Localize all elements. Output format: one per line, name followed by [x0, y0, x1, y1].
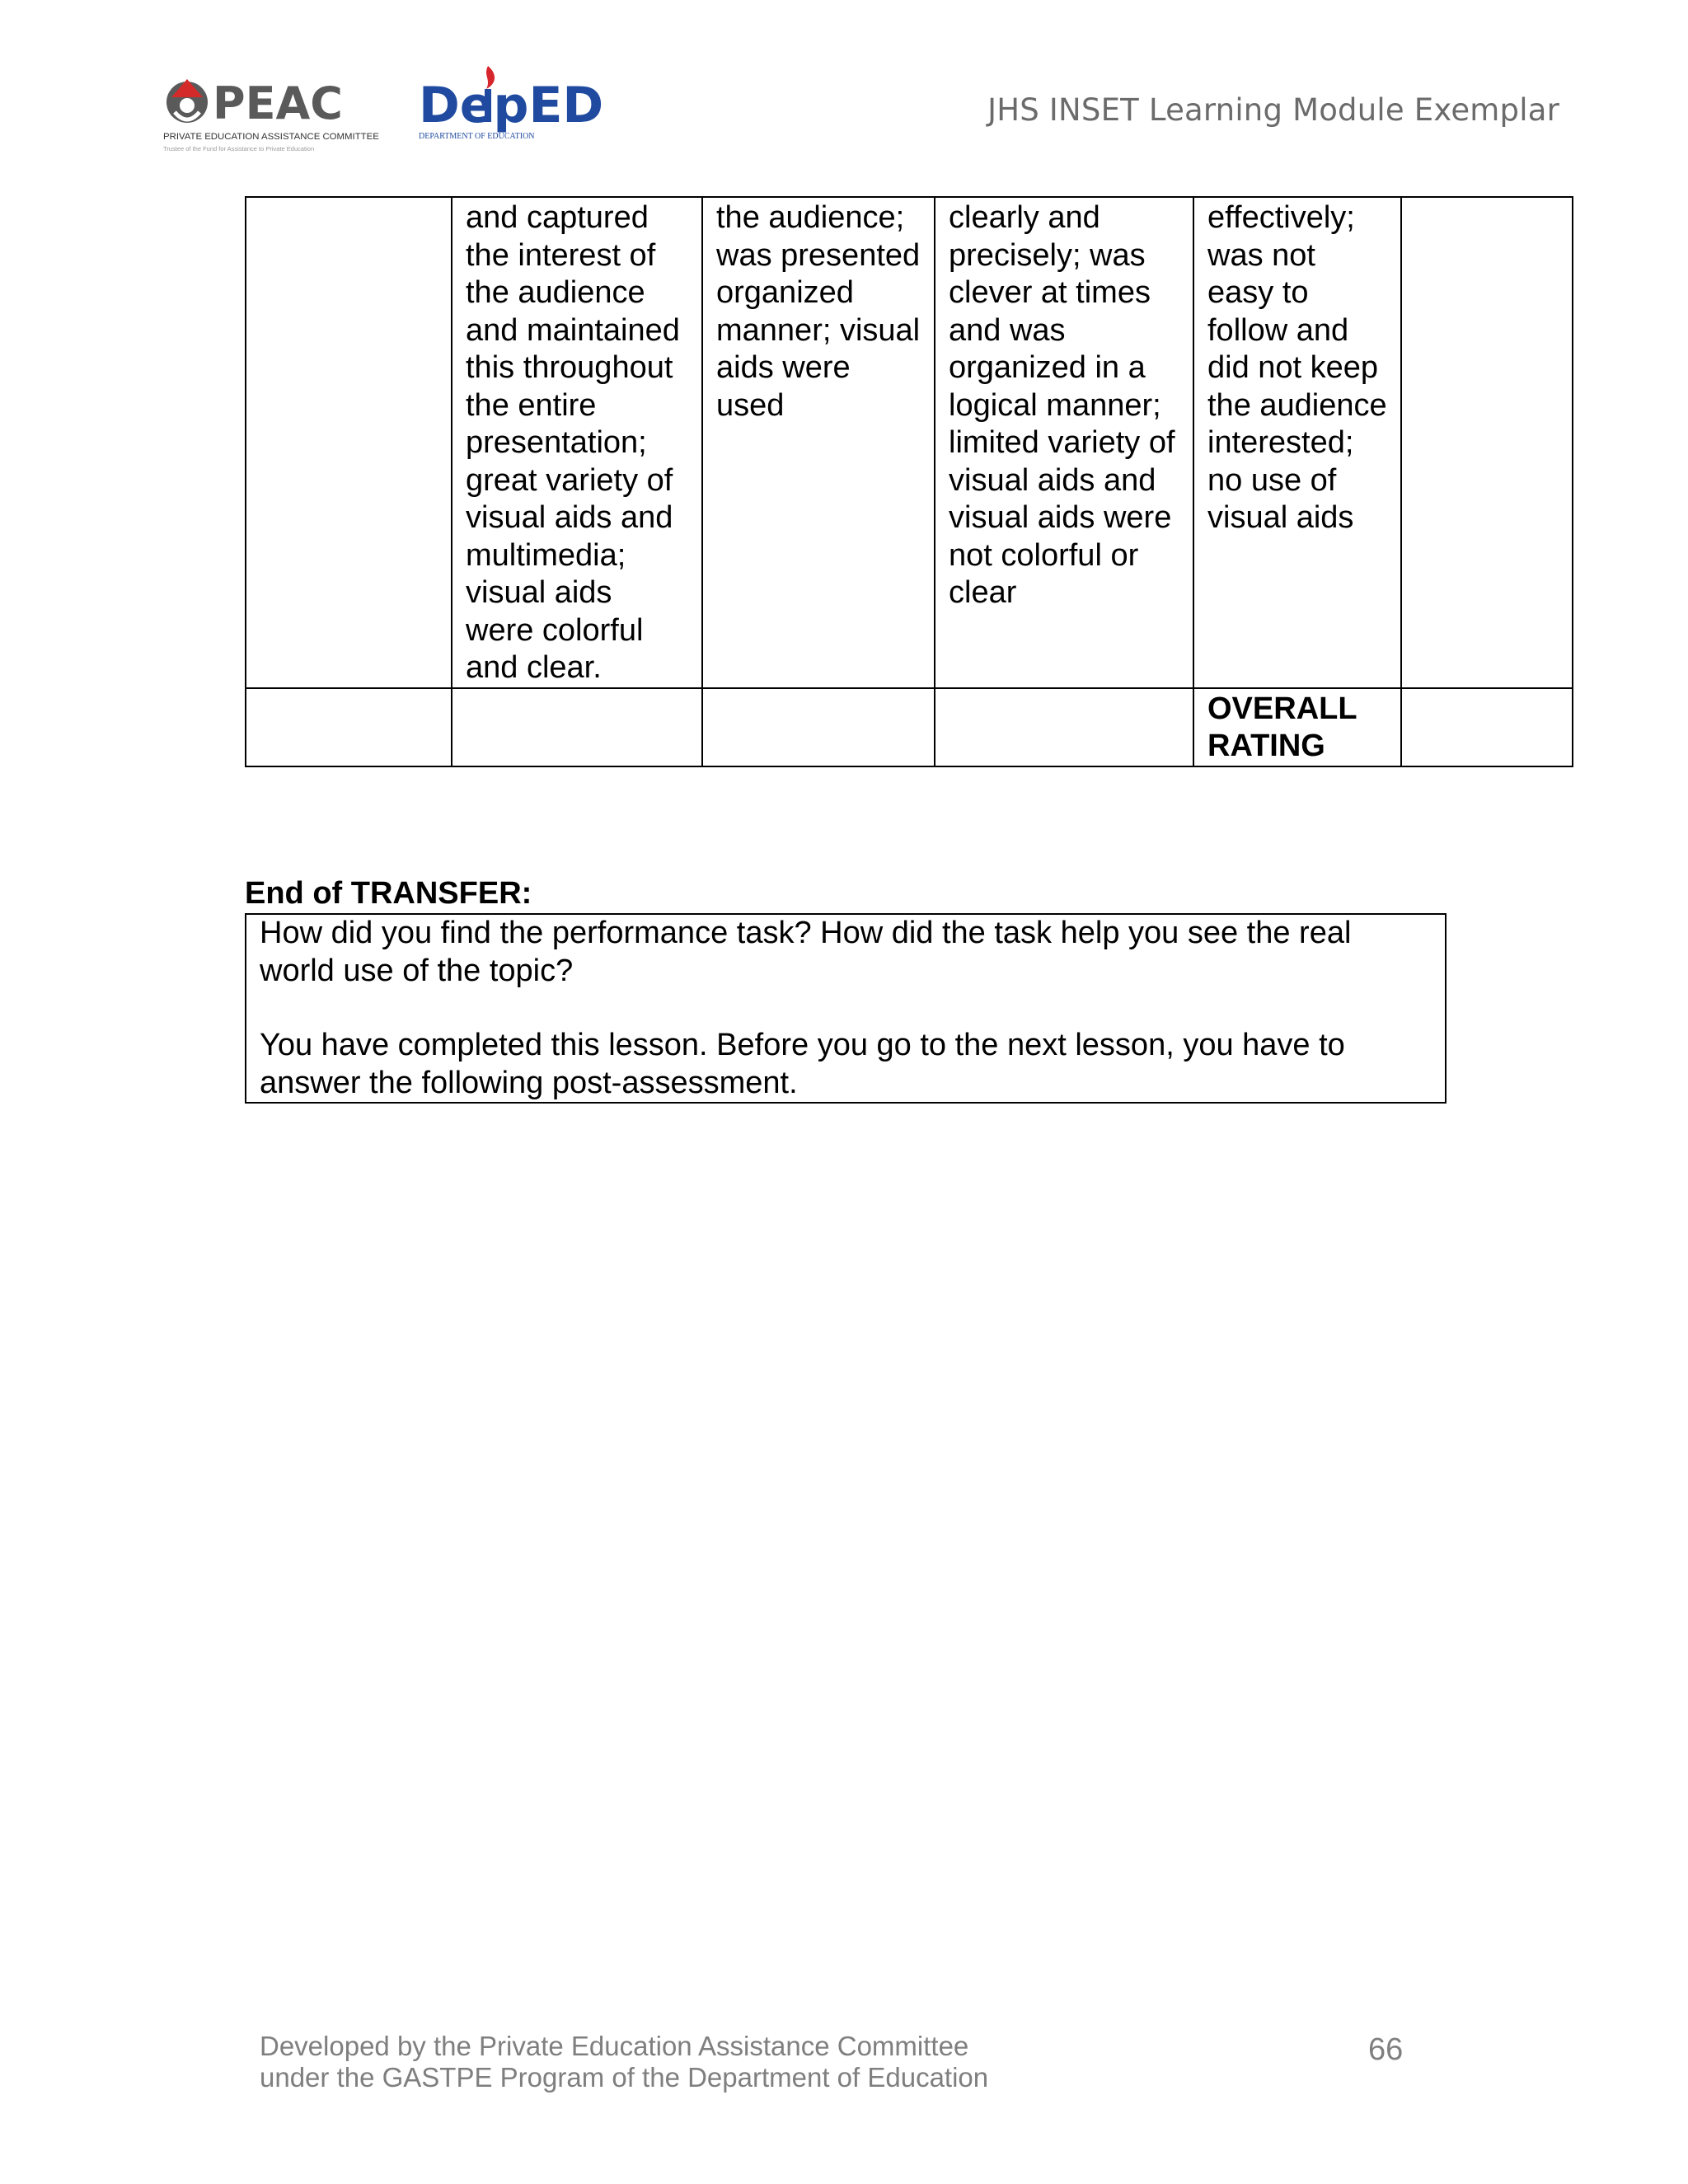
table-row — [246, 688, 1573, 766]
peac-logo-subtitle: PRIVATE EDUCATION ASSISTANCE COMMITTEE — [163, 132, 379, 142]
table-cell — [702, 688, 935, 766]
peac-logo — [162, 73, 384, 155]
table-row — [246, 197, 1573, 688]
peac-logo-name: PEAC — [213, 77, 343, 129]
peac-emblem-icon — [166, 79, 208, 123]
end-of-transfer-box — [245, 913, 1447, 1104]
table-cell — [452, 688, 702, 766]
rubric-table — [245, 196, 1573, 767]
completion-note: You have completed this lesson. Before you go to the next lesson, you have to answer the following post-assessment. — [260, 1028, 1345, 1100]
table-cell — [1401, 197, 1573, 688]
footer — [260, 2031, 988, 2093]
table-cell — [246, 688, 452, 766]
footer-line: Developed by the Private Education Assistance Committee — [260, 2031, 969, 2061]
deped-logo-subtitle: DEPARTMENT OF EDUCATION — [419, 132, 535, 141]
reflection-question: How did you find the performance task? How did the task help you see the real world use of the topic? — [260, 916, 1352, 988]
table-cell: effectively; was not easy to follow and did not keep the audience interested; no use of visual aids — [1193, 197, 1401, 688]
overall-rating-value — [1401, 688, 1573, 766]
overall-rating-label: OVERALL RATING — [1193, 688, 1401, 766]
table-cell: clearly and precisely; was clever at times and was organized in a logical manner; limited variety of visual aids and visual aids were not colorful or clear — [935, 197, 1193, 688]
table-cell: and captured the interest of the audience and maintained this throughout the entire presentation; great variety of visual aids and multimedia; visual aids were colorful and clear. — [452, 197, 702, 688]
end-of-transfer-heading: End of TRANSFER: — [245, 876, 532, 911]
deped-logo-name: DepED — [419, 77, 604, 134]
table-cell — [246, 197, 452, 688]
table-cell — [935, 688, 1193, 766]
footer-line: under the GASTPE Program of the Department of Education — [260, 2062, 989, 2093]
page-number: 66 — [1368, 2032, 1404, 2067]
peac-logo-tagline: Trustee of the Fund for Assistance to Private Education — [163, 145, 315, 152]
table-cell: the audience; was presented organized manner; visual aids were used — [702, 197, 935, 688]
deped-logo — [417, 64, 604, 147]
module-title: JHS INSET Learning Module Exemplar — [987, 92, 1559, 128]
